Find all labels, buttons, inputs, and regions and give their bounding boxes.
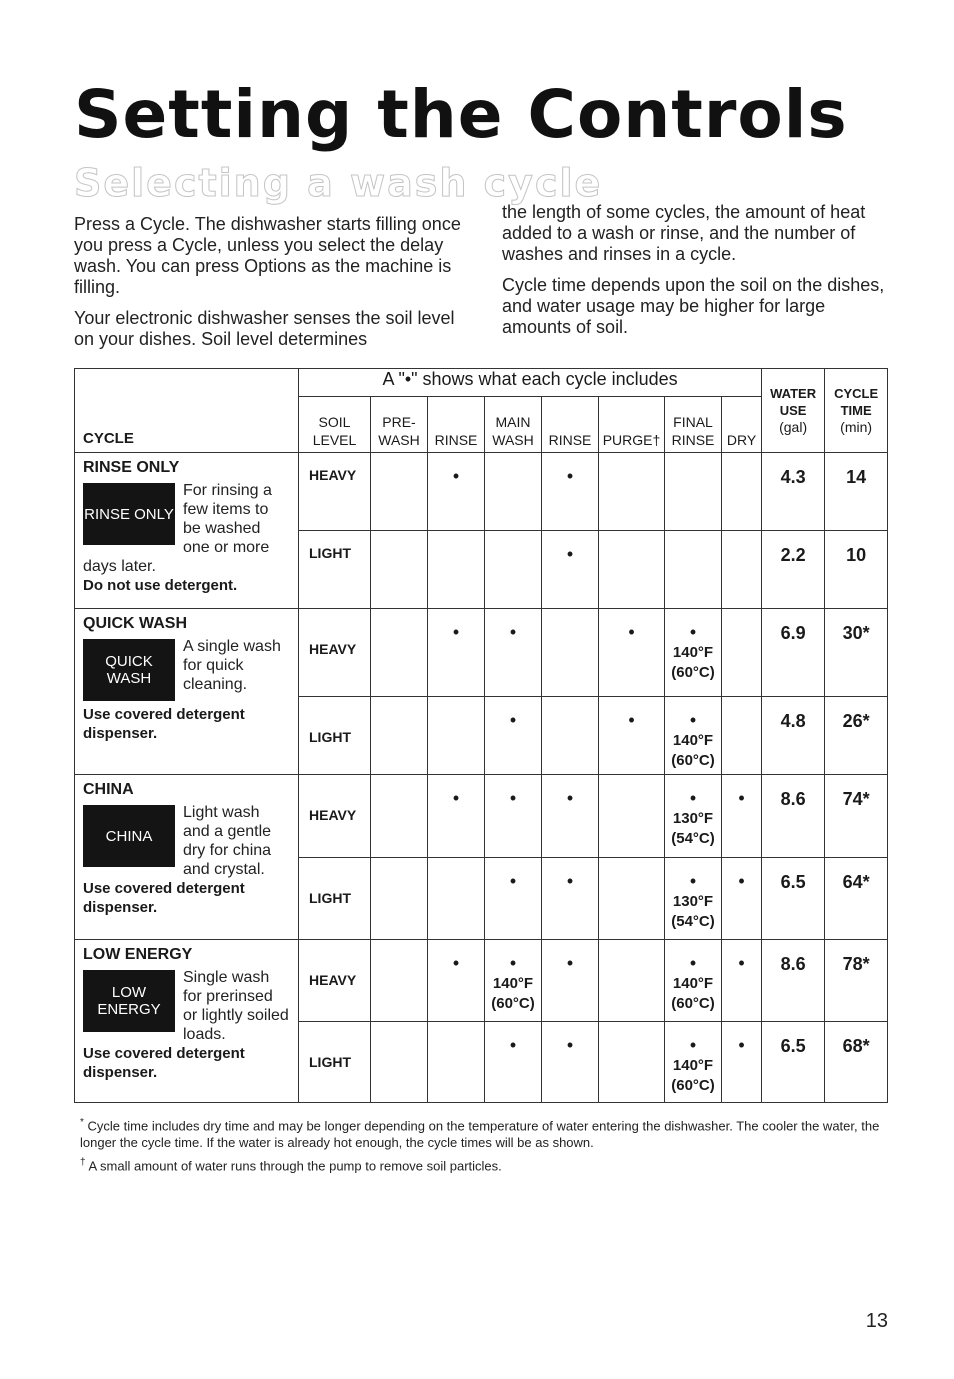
header-soil-level: SOIL LEVEL bbox=[299, 397, 371, 453]
prewash-cell bbox=[371, 857, 428, 939]
intro-right-column bbox=[502, 202, 892, 348]
dry-cell bbox=[722, 609, 762, 697]
header-rinse: RINSE bbox=[428, 397, 485, 453]
main-wash-cell bbox=[485, 453, 542, 531]
final-rinse-cell: • 140°F (60°C) bbox=[665, 939, 722, 1021]
main-wash-cell: • 140°F (60°C) bbox=[485, 939, 542, 1021]
dry-cell bbox=[722, 697, 762, 775]
low-energy-button-icon: LOW ENERGY bbox=[83, 970, 175, 1032]
footnote: † A small amount of water runs through the pump to remove soil particles. bbox=[80, 1157, 502, 1174]
rinse-cell bbox=[428, 531, 485, 609]
main-wash-cell bbox=[485, 531, 542, 609]
soil-level: HEAVY bbox=[299, 939, 371, 1021]
cycle-cell-quick-wash bbox=[75, 609, 299, 775]
cycle-time-cell: 30* bbox=[825, 609, 888, 697]
rinse2-cell: • bbox=[542, 775, 599, 857]
water-use-cell: 2.2 bbox=[762, 531, 825, 609]
water-use-cell: 4.3 bbox=[762, 453, 825, 531]
soil-level: LIGHT bbox=[299, 1021, 371, 1102]
rinse-cell: • bbox=[428, 453, 485, 531]
dry-cell: • bbox=[722, 775, 762, 857]
final-rinse-cell bbox=[665, 531, 722, 609]
water-use-cell: 6.5 bbox=[762, 1021, 825, 1102]
dry-cell: • bbox=[722, 1021, 762, 1102]
rinse-cell bbox=[428, 1021, 485, 1102]
final-rinse-cell bbox=[665, 453, 722, 531]
water-use-cell: 4.8 bbox=[762, 697, 825, 775]
rinse2-cell: • bbox=[542, 857, 599, 939]
dry-cell: • bbox=[722, 857, 762, 939]
rinse2-cell: • bbox=[542, 939, 599, 1021]
cycle-name: CHINA bbox=[83, 781, 134, 799]
main-wash-cell: • bbox=[485, 609, 542, 697]
dry-cell: • bbox=[722, 939, 762, 1021]
prewash-cell bbox=[371, 697, 428, 775]
cycle-time-cell: 14 bbox=[825, 453, 888, 531]
rinse-cell: • bbox=[428, 609, 485, 697]
water-use-cell: 8.6 bbox=[762, 939, 825, 1021]
cycle-description: A single wash for quick cleaning. bbox=[183, 638, 281, 694]
final-rinse-cell: • 130°F (54°C) bbox=[665, 857, 722, 939]
main-wash-cell: • bbox=[485, 857, 542, 939]
purge-cell: • bbox=[599, 609, 665, 697]
cycle-note: Use covered detergent dispenser. bbox=[83, 706, 245, 743]
soil-level: HEAVY bbox=[299, 775, 371, 857]
dry-cell bbox=[722, 531, 762, 609]
header-main-wash: MAIN WASH bbox=[485, 397, 542, 453]
header-rinse-2: RINSE bbox=[542, 397, 599, 453]
purge-cell bbox=[599, 1021, 665, 1102]
page-number: 13 bbox=[865, 1310, 888, 1332]
cycle-name: RINSE ONLY bbox=[83, 459, 180, 477]
soil-level: HEAVY bbox=[299, 453, 371, 531]
purge-cell bbox=[599, 857, 665, 939]
section-subtitle: Selecting a wash cycle bbox=[74, 161, 603, 205]
footnote: * Cycle time includes dry time and may be longer depending on the temperature of water entering the dishwasher. The cooler the water, the longer the cycle time. If the water is already hot enough, the cycle times will be as shown. bbox=[80, 1117, 880, 1151]
cycle-name: LOW ENERGY bbox=[83, 945, 193, 963]
table-legend: A "•" shows what each cycle includes bbox=[299, 369, 762, 397]
cycle-time-cell: 74* bbox=[825, 775, 888, 857]
rinse-cell bbox=[428, 857, 485, 939]
footnotes bbox=[80, 1114, 880, 1178]
intro-paragraph: Your electronic dishwasher senses the soil level on your dishes. Soil level determines bbox=[74, 308, 455, 349]
final-rinse-cell: • 140°F (60°C) bbox=[665, 697, 722, 775]
quick-wash-button-icon: QUICK WASH bbox=[83, 639, 175, 701]
prewash-cell bbox=[371, 775, 428, 857]
rinse-cell bbox=[428, 697, 485, 775]
prewash-cell bbox=[371, 1021, 428, 1102]
purge-cell bbox=[599, 531, 665, 609]
cycle-note: Use covered detergent dispenser. bbox=[83, 880, 245, 917]
cycle-table bbox=[74, 368, 888, 1103]
cycle-note: Do not use detergent. bbox=[83, 577, 238, 595]
china-button-icon: CHINA bbox=[83, 805, 175, 867]
header-cycle: CYCLE bbox=[75, 369, 299, 453]
main-wash-cell: • bbox=[485, 775, 542, 857]
cycle-cell-low-energy bbox=[75, 939, 299, 1102]
soil-level: LIGHT bbox=[299, 697, 371, 775]
header-final-rinse: FINAL RINSE bbox=[665, 397, 722, 453]
cycle-description: Light wash and a gentle dry for china and crystal. bbox=[183, 804, 272, 879]
purge-cell bbox=[599, 939, 665, 1021]
cycle-description: Single wash for prerinsed or lightly soiled loads. bbox=[183, 968, 289, 1043]
prewash-cell bbox=[371, 609, 428, 697]
rinse2-cell: • bbox=[542, 1021, 599, 1102]
rinse-cell: • bbox=[428, 775, 485, 857]
cycle-time-cell: 78* bbox=[825, 939, 888, 1021]
prewash-cell bbox=[371, 531, 428, 609]
rinse2-cell: • bbox=[542, 531, 599, 609]
rinse2-cell bbox=[542, 609, 599, 697]
cycle-time-cell: 64* bbox=[825, 857, 888, 939]
cycle-cell-rinse-only bbox=[75, 453, 299, 609]
prewash-cell bbox=[371, 453, 428, 531]
intro-paragraph: Cycle time depends upon the soil on the dishes, and water usage may be higher for large amounts of soil. bbox=[502, 275, 885, 337]
purge-cell bbox=[599, 453, 665, 531]
water-use-cell: 6.9 bbox=[762, 609, 825, 697]
intro-left-column bbox=[74, 214, 464, 360]
header-purge: PURGE† bbox=[599, 397, 665, 453]
final-rinse-cell: • 130°F (54°C) bbox=[665, 775, 722, 857]
intro-paragraph: the length of some cycles, the amount of heat added to a wash or rinse, and the number of washes and rinses in a cycle. bbox=[502, 202, 866, 264]
soil-level: LIGHT bbox=[299, 531, 371, 609]
final-rinse-cell: • 140°F (60°C) bbox=[665, 609, 722, 697]
prewash-cell bbox=[371, 939, 428, 1021]
header-water-use: WATER USE (gal) bbox=[762, 369, 825, 453]
page-title: Setting the Controls bbox=[74, 76, 848, 153]
cycle-note: Use covered detergent dispenser. bbox=[83, 1044, 245, 1081]
cycle-time-cell: 68* bbox=[825, 1021, 888, 1102]
purge-cell: • bbox=[599, 697, 665, 775]
dry-cell bbox=[722, 453, 762, 531]
header-prewash: PRE- WASH bbox=[371, 397, 428, 453]
cycle-name: QUICK WASH bbox=[83, 615, 187, 633]
final-rinse-cell: • 140°F (60°C) bbox=[665, 1021, 722, 1102]
header-dry: DRY bbox=[722, 397, 762, 453]
header-cycle-time: CYCLE TIME (min) bbox=[825, 369, 888, 453]
rinse2-cell bbox=[542, 697, 599, 775]
rinse-only-button-icon: RINSE ONLY bbox=[83, 483, 175, 545]
water-use-cell: 6.5 bbox=[762, 857, 825, 939]
rinse2-cell: • bbox=[542, 453, 599, 531]
soil-level: HEAVY bbox=[299, 609, 371, 697]
cycle-cell-china bbox=[75, 775, 299, 939]
soil-level: LIGHT bbox=[299, 857, 371, 939]
water-use-cell: 8.6 bbox=[762, 775, 825, 857]
purge-cell bbox=[599, 775, 665, 857]
rinse-cell: • bbox=[428, 939, 485, 1021]
intro-paragraph: Press a Cycle. The dishwasher starts filling once you press a Cycle, unless you select the delay wash. You can press Options as the machine is filling. bbox=[74, 214, 461, 297]
cycle-time-cell: 10 bbox=[825, 531, 888, 609]
cycle-description: For rinsing a few items to be washed one or more days later. bbox=[83, 482, 272, 576]
main-wash-cell: • bbox=[485, 1021, 542, 1102]
main-wash-cell: • bbox=[485, 697, 542, 775]
cycle-time-cell: 26* bbox=[825, 697, 888, 775]
